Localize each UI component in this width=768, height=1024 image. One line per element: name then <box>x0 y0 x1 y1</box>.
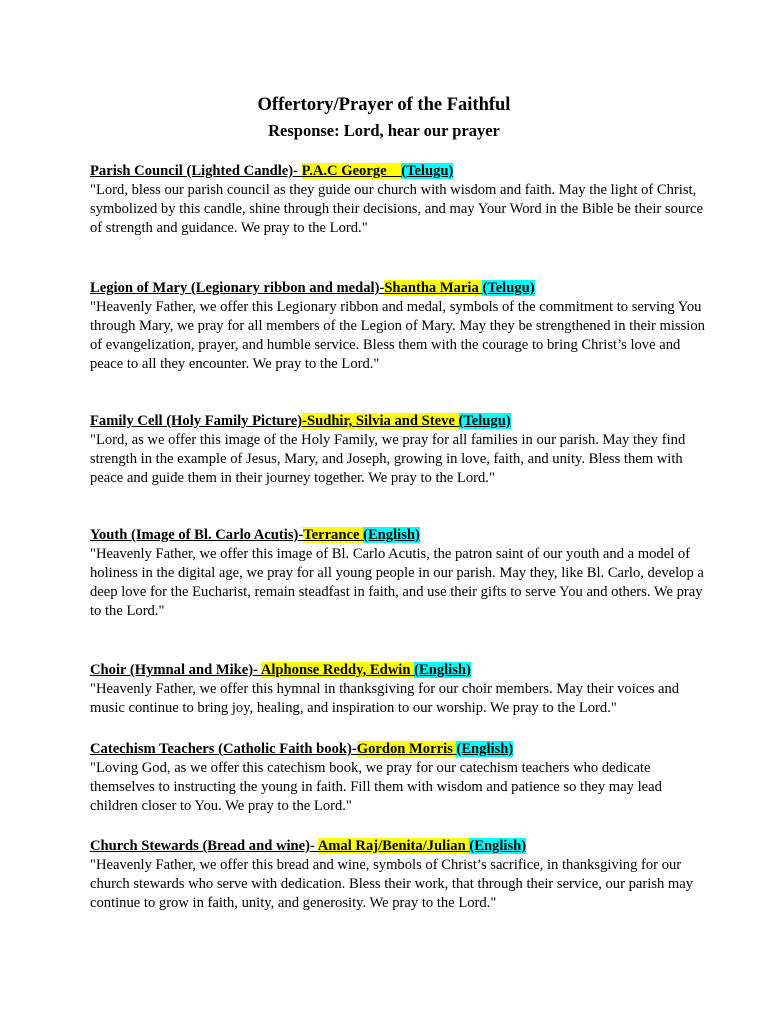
entry-names: Shantha Maria <box>384 280 483 296</box>
entry-names: -Sudhir, Silvia and Steve <box>302 413 459 429</box>
entry-language: (English) <box>414 662 471 678</box>
entry-text-line: "Heavenly Father, we offer this image of Bl. Carlo Acutis, the patron saint of our youth and a model of <box>90 546 691 562</box>
entry-language: (Telugu) <box>482 280 535 296</box>
prayer-entry-church-stewards <box>90 837 694 913</box>
entry-heading-title: Family Cell (Holy Family Picture) <box>90 413 303 429</box>
entry-language: (Telugu) <box>458 413 511 429</box>
entry-text-line: to the Lord." <box>90 603 165 619</box>
entry-heading <box>90 526 690 545</box>
entry-text-line: "Heavenly Father, we offer this hymnal in thanksgiving for our choir members. May their voices and <box>90 681 680 697</box>
entry-text-line: church stewards who serve with dedication. Bless their work, that through their service, our parish may <box>90 876 694 892</box>
entry-text-line: deep love for the Eucharist, remain steadfast in faith, and use their gifts to serve You and others. We pray <box>90 584 703 600</box>
page-subtitle: Response: Lord, hear our prayer <box>268 121 500 140</box>
entry-language: (English) <box>469 838 527 854</box>
entry-text-line: of evangelization, prayer, and humble service. Bless them with the courage to bring Christ’s love and <box>90 337 681 353</box>
entry-heading-title: Legion of Mary (Legionary ribbon and medal)- <box>90 280 385 296</box>
entry-text-line: symbolized by this candle, shine through their decisions, and may Your Word in the Bible be their source <box>90 201 704 217</box>
entry-text-line: children closer to You. We pray to the Lord." <box>90 798 352 814</box>
prayer-entry-parish-council <box>90 162 704 238</box>
entry-names: Alphonse Reddy, Edwin <box>260 662 415 678</box>
entry-heading <box>90 837 690 856</box>
entry-heading <box>90 412 690 431</box>
entry-text-line: "Lord, as we offer this image of the Holy Family, we pray for all families in our parish. May they find <box>90 432 686 448</box>
entry-heading <box>90 740 690 759</box>
entry-heading-title: Youth (Image of Bl. Carlo Acutis)- <box>90 527 304 543</box>
entry-text-line: themselves to instructing the young in faith. Fill them with wisdom and patience so they may lead <box>90 779 662 795</box>
entry-names: Amal Raj/Benita/Julian <box>317 838 470 854</box>
entry-text-line: "Lord, bless our parish council as they guide our church with wisdom and faith. May the light of Christ, <box>90 182 697 198</box>
entry-heading-title: Choir (Hymnal and Mike)- <box>90 662 261 678</box>
prayer-entry-choir <box>90 661 690 718</box>
entry-text-line: of strength and guidance. We pray to the Lord." <box>90 220 368 236</box>
entry-text-line: continue to grow in faith, unity, and generosity. We pray to the Lord." <box>90 895 497 911</box>
entry-names: Gordon Morris <box>356 741 457 757</box>
prayer-entry-legion-of-mary <box>90 279 705 374</box>
entry-text-line: "Heavenly Father, we offer this Legionary ribbon and medal, symbols of the commitment to serving You <box>90 299 702 315</box>
entry-language: (English) <box>456 741 514 757</box>
entry-text-line: peace and guide them in their journey together. We pray to the Lord." <box>90 470 495 486</box>
entry-text-line: peace to all they encounter. We pray to the Lord." <box>90 356 380 372</box>
entry-names: Terrance <box>303 527 364 543</box>
entry-names: P.A.C George <box>301 163 402 179</box>
entry-heading-title: Catechism Teachers (Catholic Faith book)- <box>90 741 357 757</box>
prayer-entry-catechism-teachers <box>90 740 690 816</box>
entry-language: (English) <box>363 527 420 543</box>
prayer-entry-family-cell <box>90 412 690 488</box>
entry-text-line: through Mary, we pray for all members of the Legion of Mary. May they be strengthened in their mission <box>90 318 705 334</box>
entry-text-line: holiness in the digital age, we pray for all young people in our parish. May they, like Bl. Carlo, develop a <box>90 565 704 581</box>
entry-heading <box>90 661 690 680</box>
entry-heading-title: Church Stewards (Bread and wine)- <box>90 838 318 854</box>
entry-text-line: music continue to bring joy, healing, and inspiration to our worship. We pray to the Lord." <box>90 700 617 716</box>
entry-language: (Telugu) <box>401 163 454 179</box>
entry-text-line: "Loving God, as we offer this catechism book, we pray for our catechism teachers who dedicate <box>90 760 651 776</box>
entry-heading-title: Parish Council (Lighted Candle)- <box>90 163 302 179</box>
prayer-entry-youth <box>90 526 704 621</box>
entry-heading <box>90 279 690 298</box>
entry-text-line: strength in the example of Jesus, Mary, and Joseph, growing in love, faith, and unity. Bless them with <box>90 451 683 467</box>
entry-text-line: "Heavenly Father, we offer this bread and wine, symbols of Christ’s sacrifice, in thanksgiving for our <box>90 857 682 873</box>
entry-heading <box>90 162 690 181</box>
page-title: Offertory/Prayer of the Faithful <box>257 95 511 115</box>
